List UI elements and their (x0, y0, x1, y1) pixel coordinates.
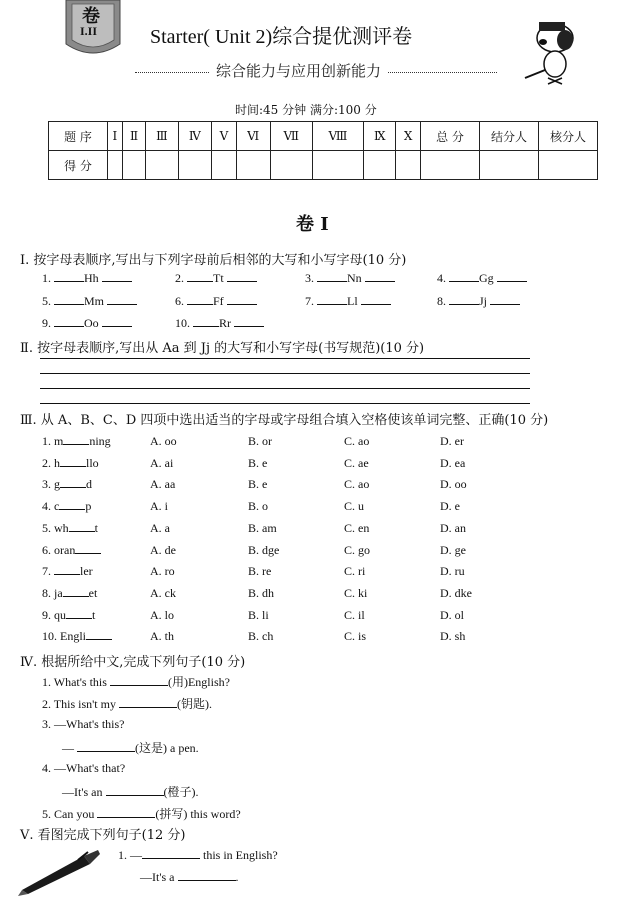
letter-pair: Ff (213, 294, 224, 308)
sentence-start: —It's an (62, 785, 103, 799)
option-b[interactable]: B. or (248, 434, 272, 448)
word-prefix: c (54, 499, 60, 514)
section-1-item (437, 294, 520, 309)
table-cell: Ⅲ (146, 122, 178, 151)
word-suffix: ler (80, 564, 93, 579)
letter-pair: Oo (84, 316, 99, 330)
answer-blank[interactable] (227, 294, 257, 305)
score-table-score-row (49, 151, 598, 180)
option-a[interactable]: A. aa (150, 477, 176, 492)
chinese-hint: (橙子). (163, 785, 199, 799)
table-cell: 题 序 (49, 122, 108, 151)
word-prefix: wh (54, 520, 69, 535)
item-number: 6. (175, 294, 184, 308)
option-b[interactable]: B. re (248, 564, 272, 579)
table-cell: Ⅱ (122, 122, 146, 151)
section-2-heading: Ⅱ. 按字母表顺序,写出从 Aa 到 Jj 的大写和小写字母(书写规范)(10 分) (20, 341, 425, 356)
answer-blank[interactable] (234, 316, 264, 327)
table-cell: Ⅷ (312, 122, 363, 151)
word-prefix: Engli (60, 629, 86, 644)
table-cell: Ⅹ (396, 122, 421, 151)
score-entry[interactable] (421, 151, 480, 180)
table-cell: 得 分 (49, 151, 108, 180)
table-cell: Ⅶ (270, 122, 312, 151)
word-suffix: p (85, 499, 92, 514)
option-d[interactable]: D. er (440, 434, 464, 448)
word-prefix: ja (54, 585, 63, 600)
word-suffix: t (92, 607, 96, 622)
answer-blank[interactable] (69, 521, 95, 532)
score-table (48, 121, 598, 180)
section-1-item (42, 271, 132, 286)
answer-blank[interactable] (63, 586, 89, 597)
word-prefix: h (54, 455, 60, 470)
word-suffix: et (88, 585, 98, 600)
score-entry[interactable] (539, 151, 598, 180)
text: 1. — (118, 848, 142, 862)
option-c[interactable]: C. ri (344, 564, 366, 579)
option-c[interactable]: C. ao (344, 477, 370, 492)
option-b[interactable]: B. o (248, 499, 269, 514)
option-b[interactable]: B. e (248, 477, 268, 492)
option-a[interactable]: A. de (150, 542, 176, 557)
letter-pair: Gg (479, 271, 494, 285)
score-entry[interactable] (122, 151, 146, 180)
section-4-line (62, 783, 199, 800)
answer-blank[interactable] (449, 294, 479, 305)
answer-blank[interactable] (317, 294, 347, 305)
option-c[interactable]: C. ki (344, 585, 368, 600)
option-a[interactable]: A. lo (150, 607, 174, 622)
option-c[interactable]: C. go (344, 542, 371, 557)
item-number: 10. (42, 629, 57, 644)
section-3-word (42, 434, 111, 449)
answer-blank[interactable] (361, 294, 391, 305)
answer-blank[interactable] (187, 294, 213, 305)
section-4-line (42, 805, 241, 822)
option-b[interactable]: B. am (248, 520, 277, 535)
answer-blank[interactable] (119, 697, 177, 708)
section-3-heading: Ⅲ. 从 A、B、C、D 四项中选出适当的字母或字母组合填入空格使该单词完整、正确(10 分) (20, 413, 549, 428)
answer-blank[interactable] (54, 294, 84, 305)
letter-pair: Ll (347, 294, 358, 308)
item-number: 1. (42, 271, 51, 285)
score-entry[interactable] (270, 151, 312, 180)
letter-pair: Tt (213, 271, 224, 285)
option-b[interactable]: B. li (248, 607, 269, 622)
chinese-hint: (拼写) this word? (155, 807, 241, 821)
item-number: 4. (42, 499, 51, 514)
item-number: 8. (437, 294, 446, 308)
section-3-word (42, 543, 101, 558)
answer-blank[interactable] (60, 456, 86, 467)
text: . (235, 870, 239, 884)
item-number: 3. (42, 477, 51, 492)
option-c[interactable]: C. en (344, 520, 370, 535)
answer-blank[interactable] (365, 271, 395, 282)
badge-bottom-text: I.II (80, 24, 98, 38)
sentence-start: 3. —What's this? (42, 717, 125, 731)
answer-blank[interactable] (107, 294, 137, 305)
section-4-line (62, 739, 199, 756)
answer-blank[interactable] (227, 271, 257, 282)
chinese-hint: (用)English? (167, 675, 230, 689)
option-c[interactable]: C. u (344, 499, 365, 514)
option-a[interactable]: A. ro (150, 564, 175, 579)
word-prefix: oran (54, 542, 76, 557)
option-d[interactable]: D. e (440, 499, 460, 514)
option-a[interactable]: A. a (150, 520, 170, 535)
section-3-word (42, 477, 92, 492)
section-1-item (42, 294, 137, 309)
text: —It's a (140, 870, 175, 884)
option-d[interactable]: D. ge (440, 542, 466, 557)
answer-blank[interactable] (60, 477, 86, 488)
section-4-line (42, 673, 230, 690)
answer-blank[interactable] (317, 271, 347, 282)
option-d[interactable]: D. dke (440, 585, 472, 600)
table-cell: 结分人 (480, 122, 539, 151)
score-entry[interactable] (396, 151, 421, 180)
table-cell: Ⅴ (212, 122, 237, 151)
answer-blank[interactable] (106, 785, 164, 796)
section-4-heading: Ⅳ. 根据所给中文,完成下列句子(10 分) (20, 655, 246, 670)
score-table-header-row (49, 122, 598, 151)
letter-pair: Rr (219, 316, 231, 330)
section-1-item (305, 294, 391, 309)
option-c[interactable]: C. ao (344, 434, 370, 448)
word-prefix: qu (54, 607, 66, 622)
option-b[interactable]: B. dh (248, 585, 275, 600)
item-number: 7. (42, 564, 51, 579)
table-cell: Ⅳ (178, 122, 211, 151)
answer-blank[interactable] (110, 675, 168, 686)
item-number: 9. (42, 316, 51, 330)
word-suffix: d (86, 477, 92, 492)
item-number: 5. (42, 294, 51, 308)
word-suffix: ning (89, 434, 111, 448)
item-number: 2. (175, 271, 184, 285)
sentence-start: 4. —What's that? (42, 761, 126, 775)
item-number: 5. (42, 520, 51, 535)
score-entry[interactable] (108, 151, 123, 180)
item-number: 7. (305, 294, 314, 308)
sentence-start: 2. This isn't my (42, 697, 116, 711)
section-1-item (175, 294, 257, 309)
section-3-word (42, 586, 97, 601)
mascot-illustration (515, 18, 590, 88)
answer-blank[interactable] (449, 271, 479, 282)
item-number: 6. (42, 542, 51, 557)
item-number: 1. (42, 434, 51, 448)
option-b[interactable]: B. ch (248, 629, 274, 644)
section-5-line-2 (140, 870, 239, 885)
score-entry[interactable] (178, 151, 211, 180)
item-number: 2. (42, 455, 51, 470)
letter-pair: Hh (84, 271, 99, 285)
answer-blank[interactable] (75, 543, 101, 554)
item-number: 9. (42, 607, 51, 622)
volume-title: 卷 I (296, 214, 329, 235)
word-prefix: m (54, 434, 64, 448)
option-c[interactable]: C. ae (344, 455, 369, 470)
option-d[interactable]: D. ol (440, 607, 464, 622)
item-number: 8. (42, 585, 51, 600)
item-number: 3. (305, 271, 314, 285)
section-1-heading: Ⅰ. 按字母表顺序,写出与下列字母前后相邻的大写和小写字母(10 分) (20, 253, 407, 268)
answer-blank[interactable] (193, 316, 219, 327)
text: this in English? (203, 848, 278, 862)
section-4-line (42, 717, 124, 732)
answer-blank[interactable] (178, 870, 236, 881)
table-cell: Ⅵ (236, 122, 270, 151)
option-a[interactable]: A. th (150, 629, 174, 644)
sentence-start: — (62, 741, 74, 755)
option-d[interactable]: D. ea (440, 455, 466, 470)
table-cell: Ⅸ (364, 122, 396, 151)
section-4-line (42, 761, 125, 776)
page-title: Starter( Unit 2)综合提优测评卷 (150, 26, 413, 48)
letter-pair: Mm (84, 294, 105, 308)
answer-blank[interactable] (54, 564, 80, 575)
section-3-word (42, 456, 99, 471)
answer-blank[interactable] (497, 271, 527, 282)
item-number: 4. (437, 271, 446, 285)
answer-blank[interactable] (54, 271, 84, 282)
item-number: 10. (175, 316, 190, 330)
score-entry[interactable] (480, 151, 539, 180)
section-5-line-1 (118, 848, 278, 863)
section-3-word (42, 608, 95, 623)
option-b[interactable]: B. dge (248, 542, 280, 557)
section-3-word (42, 564, 93, 579)
answer-blank[interactable] (187, 271, 213, 282)
table-cell: 总 分 (421, 122, 480, 151)
answer-blank[interactable] (97, 807, 155, 818)
answer-blank[interactable] (66, 608, 92, 619)
section-5-heading: Ⅴ. 看图完成下列句子(12 分) (20, 828, 186, 843)
option-a[interactable]: A. ai (150, 455, 174, 470)
section-3-word (42, 629, 112, 644)
score-entry[interactable] (364, 151, 396, 180)
section-1-item (42, 316, 132, 331)
writing-line[interactable] (40, 358, 530, 359)
writing-line[interactable] (40, 403, 530, 404)
section-1-item (175, 271, 257, 286)
letter-pair: Nn (347, 271, 362, 285)
option-a[interactable]: A. oo (150, 434, 177, 448)
writing-line[interactable] (40, 373, 530, 374)
page-subtitle: 综合能力与应用创新能力 (210, 60, 387, 81)
answer-blank[interactable] (54, 316, 84, 327)
table-cell: Ⅰ (108, 122, 123, 151)
section-3-word (42, 521, 98, 536)
chinese-hint: (钥匙). (176, 697, 212, 711)
score-entry[interactable] (236, 151, 270, 180)
section-3-word (42, 499, 91, 514)
word-prefix: g (54, 477, 60, 492)
option-a[interactable]: A. i (150, 499, 168, 514)
section-1-item (175, 316, 264, 331)
option-c[interactable]: C. il (344, 607, 365, 622)
section-1-item (437, 271, 527, 286)
letter-pair: Jj (479, 294, 488, 308)
option-b[interactable]: B. e (248, 455, 268, 470)
section-1-item (305, 271, 395, 286)
section-4-line (42, 695, 212, 712)
answer-blank[interactable] (490, 294, 520, 305)
answer-blank[interactable] (142, 848, 200, 859)
score-entry[interactable] (212, 151, 237, 180)
answer-blank[interactable] (86, 629, 112, 640)
answer-blank[interactable] (102, 271, 132, 282)
pen-picture (18, 848, 104, 896)
option-c[interactable]: C. is (344, 629, 367, 644)
badge-top-text: 卷 (82, 6, 100, 27)
option-d[interactable]: D. an (440, 520, 466, 535)
option-d[interactable]: D. oo (440, 477, 467, 492)
score-entry[interactable] (146, 151, 178, 180)
sentence-start: 1. What's this (42, 675, 107, 689)
option-d[interactable]: D. sh (440, 629, 466, 644)
answer-blank[interactable] (77, 741, 135, 752)
answer-blank[interactable] (102, 316, 132, 327)
word-suffix: t (94, 520, 99, 535)
chinese-hint: (这是) a pen. (135, 741, 199, 755)
option-d[interactable]: D. ru (440, 564, 465, 579)
table-cell: 核分人 (539, 122, 598, 151)
sentence-start: 5. Can you (42, 807, 95, 821)
word-suffix: llo (86, 455, 99, 470)
writing-line[interactable] (40, 388, 530, 389)
score-entry[interactable] (312, 151, 363, 180)
option-a[interactable]: A. ck (150, 585, 176, 600)
answer-blank[interactable] (63, 434, 89, 445)
answer-blank[interactable] (59, 499, 85, 510)
exam-meta: 时间:45 分钟 满分:100 分 (235, 103, 377, 117)
